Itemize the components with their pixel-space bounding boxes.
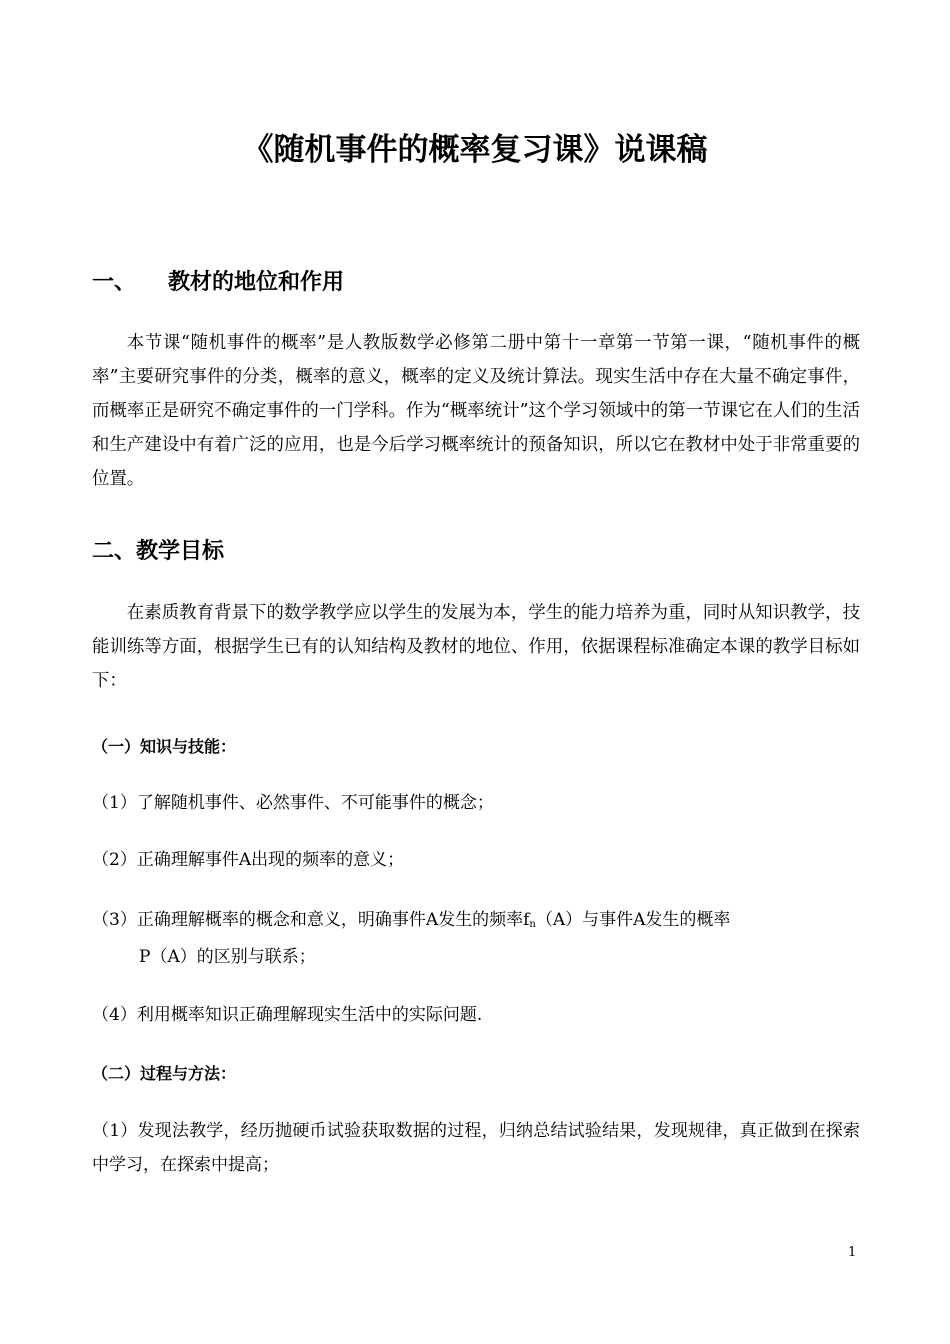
- section-1-paragraph: 本节课“随机事件的概率”是人教版数学必修第二册中第十一章第一节第一课，“随机事件的概率”主要研究事件的分类，概率的意义，概率的定义及统计算法。现实生活中存在大量不确定事件，而概率正是研究不确定事件的一门学科。作为“概率统计”这个学习领域中的第一节课它在人们的生活和生产建设中有着广泛的应用，也是今后学习概率统计的预备知识，所以它在教材中处于非常重要的位置。: [92, 333, 860, 489]
- list-item-knowledge-3-continued: P（A）的区别与联系；: [139, 947, 316, 967]
- list-item-knowledge-3-text-b: （A）与事件A发生的概率: [535, 910, 731, 930]
- list-item-process-1: （1）发现法教学，经历抛硬币试验获取数据的过程，归纳总结试验结果，发现规律，真正做到在探索中学习，在探索中提高；: [92, 1121, 860, 1175]
- section-2-paragraph: 在素质教育背景下的数学教学应以学生的发展为本，学生的能力培养为重，同时从知识教学，技能训练等方面，根据学生已有的认知结构及教材的地位、作用，依据课程标准确定本课的教学目标如下：: [92, 603, 860, 691]
- section-heading-1: [92, 268, 344, 298]
- frequency-subscript: n: [529, 919, 536, 930]
- list-item-knowledge-2: （2）正确理解事件A出现的频率的意义；: [92, 850, 405, 870]
- document-title: 《随机事件的概率复习课》说课稿: [242, 132, 708, 168]
- page-number: 1: [848, 1245, 857, 1260]
- list-item-knowledge-3-text-a: （3）正确理解概率的概念和意义，明确事件A发生的频率f: [92, 910, 530, 930]
- list-item-knowledge-3: [92, 903, 860, 942]
- section-heading-2: 二、教学目标: [92, 539, 225, 564]
- subsection-heading-knowledge: （一）知识与技能：: [92, 737, 237, 756]
- section-title-1: 教材的地位和作用: [168, 270, 345, 295]
- section-number-1: 一、: [92, 270, 137, 295]
- subsection-heading-process: （二）过程与方法：: [92, 1064, 237, 1083]
- list-item-knowledge-4: （4）利用概率知识正确理解现实生活中的实际问题.: [92, 1005, 483, 1025]
- list-item-knowledge-1: （1）了解随机事件、必然事件、不可能事件的概念；: [92, 793, 494, 813]
